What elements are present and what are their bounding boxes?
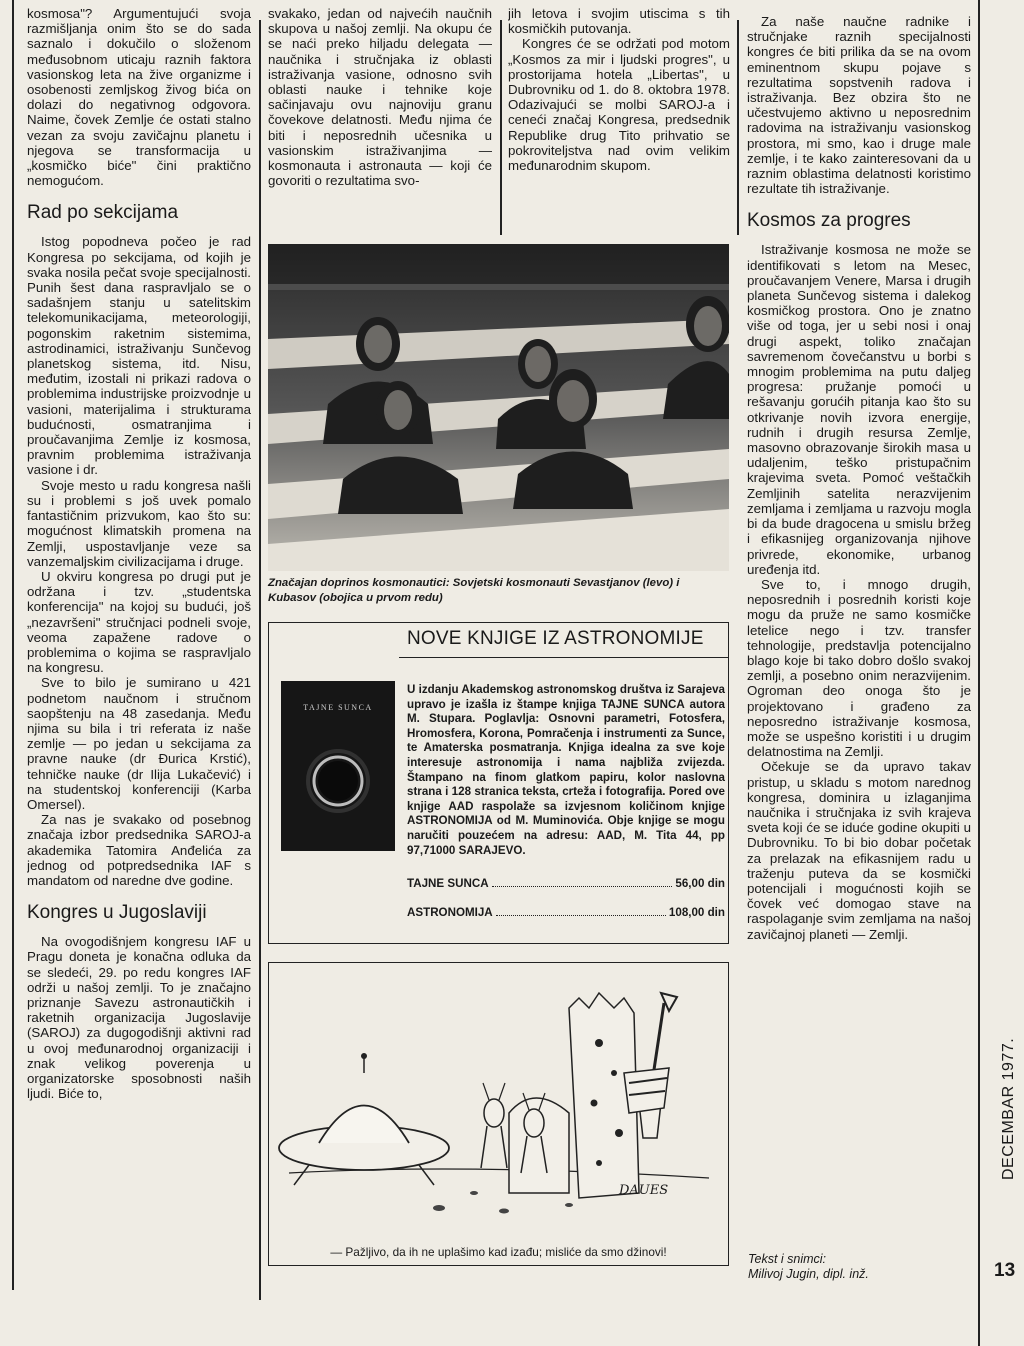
- price-item: TAJNE SUNCA: [407, 877, 489, 890]
- column-4: [747, 14, 971, 1244]
- col1-paragraph: Svoje mesto u radu kongresa našli su i problemi s još uvek pomalo fantastičnim prizvukom, kao što su: mogućnost klimatskih promena na Zemlji, uspostavljanje veze sa vanzemaljskim civilizacijama i druge.: [27, 477, 251, 569]
- rule-col3-col4: [737, 20, 739, 235]
- heading-kongres-u-jugoslaviji: Kongres u Jugoslaviji: [27, 902, 207, 924]
- col4-paragraph: Sve to, i mnogo drugih, neposrednih i posrednih koristi koje mogu da pruže ne samo kosmičke letelice nego i tzv. transfer tehnologije, predstavlja potencijalno blago koje bi tako dobro došlo svakoj zemlji, a posebno onim nerazvijenim. Ogroman deo onoga što je projektovano i građeno za neposredno istraživanje kosmosa, može se uspešno koristiti i u drugim delatnostima na Zemlji.: [747, 576, 971, 760]
- col3-paragraph: Kongres će se održati pod motom „Kosmos za mir i ljudski progres", u prostorijama hotela „Libertas", u Dubrovniku od 1. do 8. oktobra 1978. Odazivajući se molbi SAROJ-a i ceneći značaj Kongresa, predsednik Republike drug Tito prihvatio se pokroviteljstva nad ovim velikim međunarodnim skupom.: [508, 36, 730, 174]
- col1-paragraph: Na ovogodišnjem kongresu IAF u Pragu doneta je konačna odluka da se sledeći, 29. po redu kongres IAF održi u našoj zemlji. To je značajno priznanje Savezu astronautičkih i raketnih organizacija Jugoslavije (SAROJ) za dugogodišnji aktivni rad u ovoj međunarodnoj organizaciji i znak velikog poverenja u organizatorske sposobnosti naših ljudi. Biće to,: [27, 934, 251, 1102]
- book-cover-title: TAJNE SUNCA: [303, 703, 373, 712]
- price-row: [407, 877, 725, 890]
- column-2-top: [268, 6, 492, 234]
- book-advertisement: [268, 622, 729, 944]
- cartoon: [268, 962, 729, 1266]
- book-cover-image: [281, 681, 395, 851]
- col1-paragraph: Za nas je svakako od posebnog značaja izbor predsednika SAROJ-a akademika Tatomira Anđelića za jednog od potpredsednika IAF s mandatom od naredne dve godine.: [27, 812, 251, 888]
- ad-description: U izdanju Akademskog astronomskog društva iz Sarajeva upravo je izašla iz štampe knjiga TAJNE SUNCA autora M. Stupara. Poglavlja: Osnovni parametri, Fotosfera, Hromosfera, Korona, Pomračenja i instrumenti za Sunce, te Amaterska posmatranja. Knjiga idealna za sve koje interesuje astronomija i nama najbliža zvijezda. Štampano na finom glatkom papiru, kolor naslovna strana i 128 stranica teksta, crteža i fotografija. Pored ove knjige AAD raspolaže sa izvjesnom količinom knjige ASTRONOMIJA od M. Muminovića. Obje knjige se mogu naručiti pouzećem na adresu: AAD, M. Tita 44, pp 97,71000 SARAJEVO.: [407, 683, 725, 857]
- article-credit: [748, 1252, 869, 1281]
- cartoon-caption: — Pažljivo, da ih ne uplašimo kad izađu; misliće da smo džinovi!: [330, 1245, 667, 1259]
- heading-rad-po-sekcijama: Rad po sekcijama: [27, 202, 179, 224]
- column-3-top: [508, 6, 730, 234]
- price-leader: [492, 877, 673, 887]
- col1-paragraph: Istog popodneva počeo je rad Kongresa po sekcijama, od kojih je svaka nosila pečat svoje specijalnosti. Punih šest dana raspravljalo se o sadašnjem stanju u satelitskim telekomunikacijama, meteorologiji, pogonskim raketnim sistemima, astrodinamici, istraživanju Sunčevog planetskog sistema, itd. Nisu, međutim, izostali ni prikazi radova o problemima industrijske proizvodnje u vasioni, materijalima i strukturama budućnosti, osmatranjima i proučavanjima Zemlje iz kosmosa, pravnim problemima istraživanja vasione i dr.: [27, 234, 251, 478]
- rule-col2-col3: [500, 20, 502, 235]
- eclipse-icon: [281, 681, 395, 851]
- rule-right: [978, 0, 980, 1346]
- col1-paragraph: Sve to bilo je sumirano u 421 podnetom naučnom i stručnom saopštenju na 48 zasedanja. Među njima su bila i tri referata iz naše zemlje — po jedan u sekcijama za pravne nauke (dr Đurica Krstić), tehničke nauke (dr Ilija Lukačević) i na studentskoj konferenciji (Karba Omersel).: [27, 675, 251, 812]
- price-row: [407, 906, 725, 919]
- cartoon-signature: DAUES: [619, 1183, 669, 1198]
- col4-paragraph: Za naše naučne radnike i stručnjake raznih specijalnosti kongres će biti prilika da se na ovom eminentnom skupu pojave s rezultatima sopstvenih radova i istraživanja. Bez obzira što ne učestvujemo aktivno u neposrednim radovima na istraživanju vasionskog prostora, mi smo, kao i druge male zemlje, i te kako zainteresovani da u raznim oblastima delatnosti koristimo rezultate tih istraživanje.: [747, 14, 971, 197]
- issue-date: DECEMBAR 1977.: [1000, 1037, 1017, 1180]
- column-1: [27, 6, 251, 1296]
- rule-left: [12, 0, 14, 1290]
- col3-paragraph: jih letova i svojim utiscima s tih kosmičkih putovanja.: [508, 6, 730, 37]
- credit-author: Milivoj Jugin, dipl. inž.: [748, 1266, 869, 1281]
- price-leader: [496, 906, 666, 916]
- rule-col1-col2: [259, 20, 261, 1300]
- price-value: 108,00 din: [668, 906, 725, 919]
- page-number: 13: [994, 1260, 1016, 1281]
- col4-paragraph: Istraživanje kosmosa ne može se identifikovati s letom na Mesec, proučavanjem Venere, Marsa i drugih planeta Sunčevog sistema i dalekog kosmičkog prostora. Ono je znatno više od toga, jer u sebi nosi i onaj drugi aspekt, toliko značajan savremenom čovečanstvu u borbi s mnogim problemima na putu daljeg progresa: pružanje pomoći u rešavanju gorućih pitanja kao što su otkrivanje novih izvora energije, rudnih i drugih resursa Zemlje, masovno obrazovanje širokih masa u udaljenim, teško pristupačnim krajevima sveta. Pomoć veštačkih Zemljinih satelita nerazvijenim zemljama i zemljama u razvoju mogla bi da bude dragocena u smislu bržeg i efikasnijeg organizovanja njihove privrede, ekonomike, urbanog uređenja itd.: [747, 242, 971, 577]
- price-value: 56,00 din: [675, 877, 725, 890]
- heading-kosmos-za-progres: Kosmos za progres: [747, 210, 911, 232]
- ad-title-rule: [399, 657, 728, 658]
- photo-illustration: [268, 244, 729, 571]
- cosmonauts-photo: [268, 244, 729, 571]
- ad-title: NOVE KNJIGE IZ ASTRONOMIJE: [407, 628, 704, 649]
- price-item: ASTRONOMIJA: [407, 906, 493, 919]
- col4-paragraph: Očekuje se da upravo takav pristup, u skladu s motom narednog kongresa, dominira u izlaganjima naučnika i stručnjaka iz svih krajeva sveta koji će se iduće godine okupiti u Dubrovniku. To bi bio dobar početak za prelazak na efikasnijem radu u traženju puteva da se kosmički potencijali i mogućnosti kojih se čovek već domogao stave na raspolaganje svim zemljama na našoj zavičajnoj planeti — Zemlji.: [747, 759, 971, 942]
- credit-line: Tekst i snimci:: [748, 1252, 827, 1266]
- col1-intro: kosmosa"? Argumentujući svoja razmišljanja onim što se do sada saznalo i dokučilo o složenom međusobnom uticaju raznih faktora vasionskog leta na žive organizme i osobenosti zemljskog živog bića on dolazi do negativnog odgovora. Naime, čovek Zemlje će ostati stalno vezan za svoju zavičajnu planetu i njegova se transformacija u „kosmičko biće" čini praktično nemogućom.: [27, 6, 251, 189]
- col2-text: svakako, jedan od najvećih naučnih skupova u našoj zemlji. Na okupu će se naći preko hiljadu delegata — naučnika i stručnjaka iz oblasti istraživanja vasione, odnosno svih oblasti nauke i tehnike koje sačinjavaju ovu najnoviju granu čovekove delatnosti. Među njima će biti i neposrednih učesnika u vasionskim istraživanjima — kosmonauta i astronauta — koji će govoriti o rezultatima svo-: [268, 6, 492, 189]
- col1-paragraph: U okviru kongresa po drugi put je održana i tzv. „studentska konferencija" na kojoj su budući, još „nezavršeni" stručnjaci podneli svoje, veoma zapažene radove o problemima o kojima se raspravljalo na kongresu.: [27, 568, 251, 676]
- photo-caption: Značajan doprinos kosmonautici: Sovjetski kosmonauti Sevastjanov (levo) i Kubasov (obojica u prvom redu): [268, 577, 680, 604]
